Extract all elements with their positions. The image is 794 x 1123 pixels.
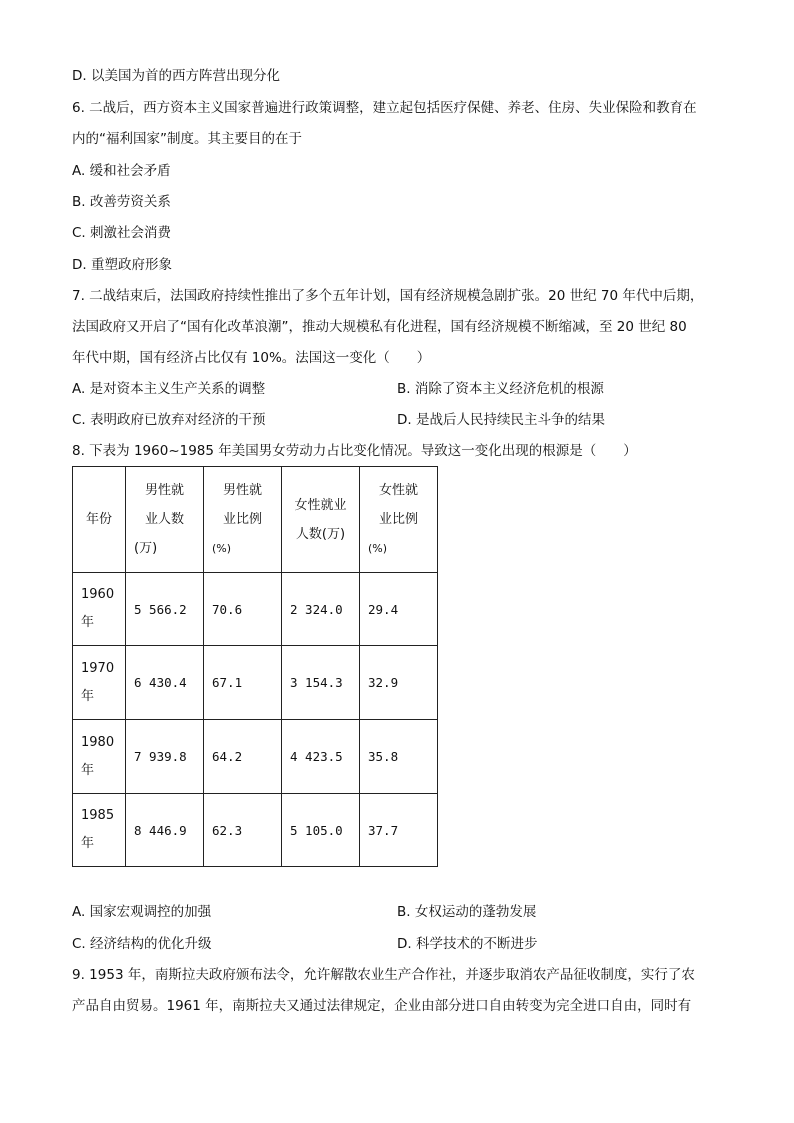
header-male-ratio: 男性就 业比例 (%) (204, 467, 282, 573)
header-female-employed: 女性就业 人数(万) (282, 467, 360, 573)
q7-stem-line-3: 年代中期，国有经济占比仅有 10%。法国这一变化（ ） (72, 350, 431, 366)
male-ratio-cell: 62.3 (204, 794, 282, 867)
female-employed-cell: 2 324.0 (282, 573, 360, 646)
year-cell: 1960 年 (73, 573, 126, 646)
q8-stem: 8. 下表为 1960~1985 年美国男女劳动力占比变化情况。导致这一变化出现的根源是（ ） (72, 443, 637, 459)
header-year: 年份 (73, 467, 126, 573)
q7-option-b: B. 消除了资本主义经济危机的根源 (397, 381, 604, 397)
q6-option-b: B. 改善劳资关系 (72, 194, 171, 210)
q5-option-d: D. 以美国为首的西方阵营出现分化 (72, 68, 280, 84)
q7-stem-line-2: 法国政府又开启了“国有化改革浪潮”，推动大规模私有化进程，国有经济规模不断缩减，至 20 世纪 80 (72, 319, 687, 335)
female-employed-cell: 5 105.0 (282, 794, 360, 867)
male-employed-cell: 7 939.8 (126, 720, 204, 794)
q6-option-a: A. 缓和社会矛盾 (72, 163, 171, 179)
female-employed-cell: 3 154.3 (282, 646, 360, 720)
female-ratio-cell: 32.9 (360, 646, 438, 720)
year-cell: 1970 年 (73, 646, 126, 720)
q8-option-b: B. 女权运动的蓬勃发展 (397, 904, 537, 920)
male-employed-cell: 6 430.4 (126, 646, 204, 720)
labor-force-table (72, 466, 438, 867)
female-employed-cell: 4 423.5 (282, 720, 360, 794)
male-employed-cell: 8 446.9 (126, 794, 204, 867)
q7-option-c: C. 表明政府已放弃对经济的干预 (72, 412, 266, 428)
q7-option-a: A. 是对资本主义生产关系的调整 (72, 381, 266, 397)
q8-option-d: D. 科学技术的不断进步 (397, 936, 538, 952)
q6-stem-line-2: 内的“福利国家”制度。其主要目的在于 (72, 131, 302, 147)
female-ratio-cell: 35.8 (360, 720, 438, 794)
q7-option-d: D. 是战后人民持续民主斗争的结果 (397, 412, 605, 428)
q7-stem-line-1: 7. 二战结束后，法国政府持续性推出了多个五年计划，国有经济规模急剧扩张。20 世纪 70 年代中后期， (72, 288, 704, 304)
q9-stem-line-1: 9. 1953 年，南斯拉夫政府颁布法令，允许解散农业生产合作社，并逐步取消农产品征收制度，实行了农 (72, 967, 695, 983)
female-ratio-cell: 37.7 (360, 794, 438, 867)
table-row (73, 720, 438, 794)
male-employed-cell: 5 566.2 (126, 573, 204, 646)
q6-stem-line-1: 6. 二战后，西方资本主义国家普遍进行政策调整，建立起包括医疗保健、养老、住房、失业保险和教育在 (72, 100, 697, 116)
table-header-row (73, 467, 438, 573)
q8-option-a: A. 国家宏观调控的加强 (72, 904, 212, 920)
year-cell: 1985 年 (73, 794, 126, 867)
male-ratio-cell: 64.2 (204, 720, 282, 794)
header-female-ratio: 女性就 业比例 (%) (360, 467, 438, 573)
header-male-employed: 男性就 业人数 (万) (126, 467, 204, 573)
q8-option-c: C. 经济结构的优化升级 (72, 936, 212, 952)
q6-option-d: D. 重塑政府形象 (72, 257, 172, 273)
table-row (73, 794, 438, 867)
male-ratio-cell: 67.1 (204, 646, 282, 720)
male-ratio-cell: 70.6 (204, 573, 282, 646)
year-cell: 1980 年 (73, 720, 126, 794)
female-ratio-cell: 29.4 (360, 573, 438, 646)
table-row (73, 646, 438, 720)
q9-stem-line-2: 产品自由贸易。1961 年，南斯拉夫又通过法律规定，企业由部分进口自由转变为完全进口自由，同时有 (72, 998, 692, 1014)
table-row (73, 573, 438, 646)
q6-option-c: C. 刺激社会消费 (72, 225, 172, 241)
